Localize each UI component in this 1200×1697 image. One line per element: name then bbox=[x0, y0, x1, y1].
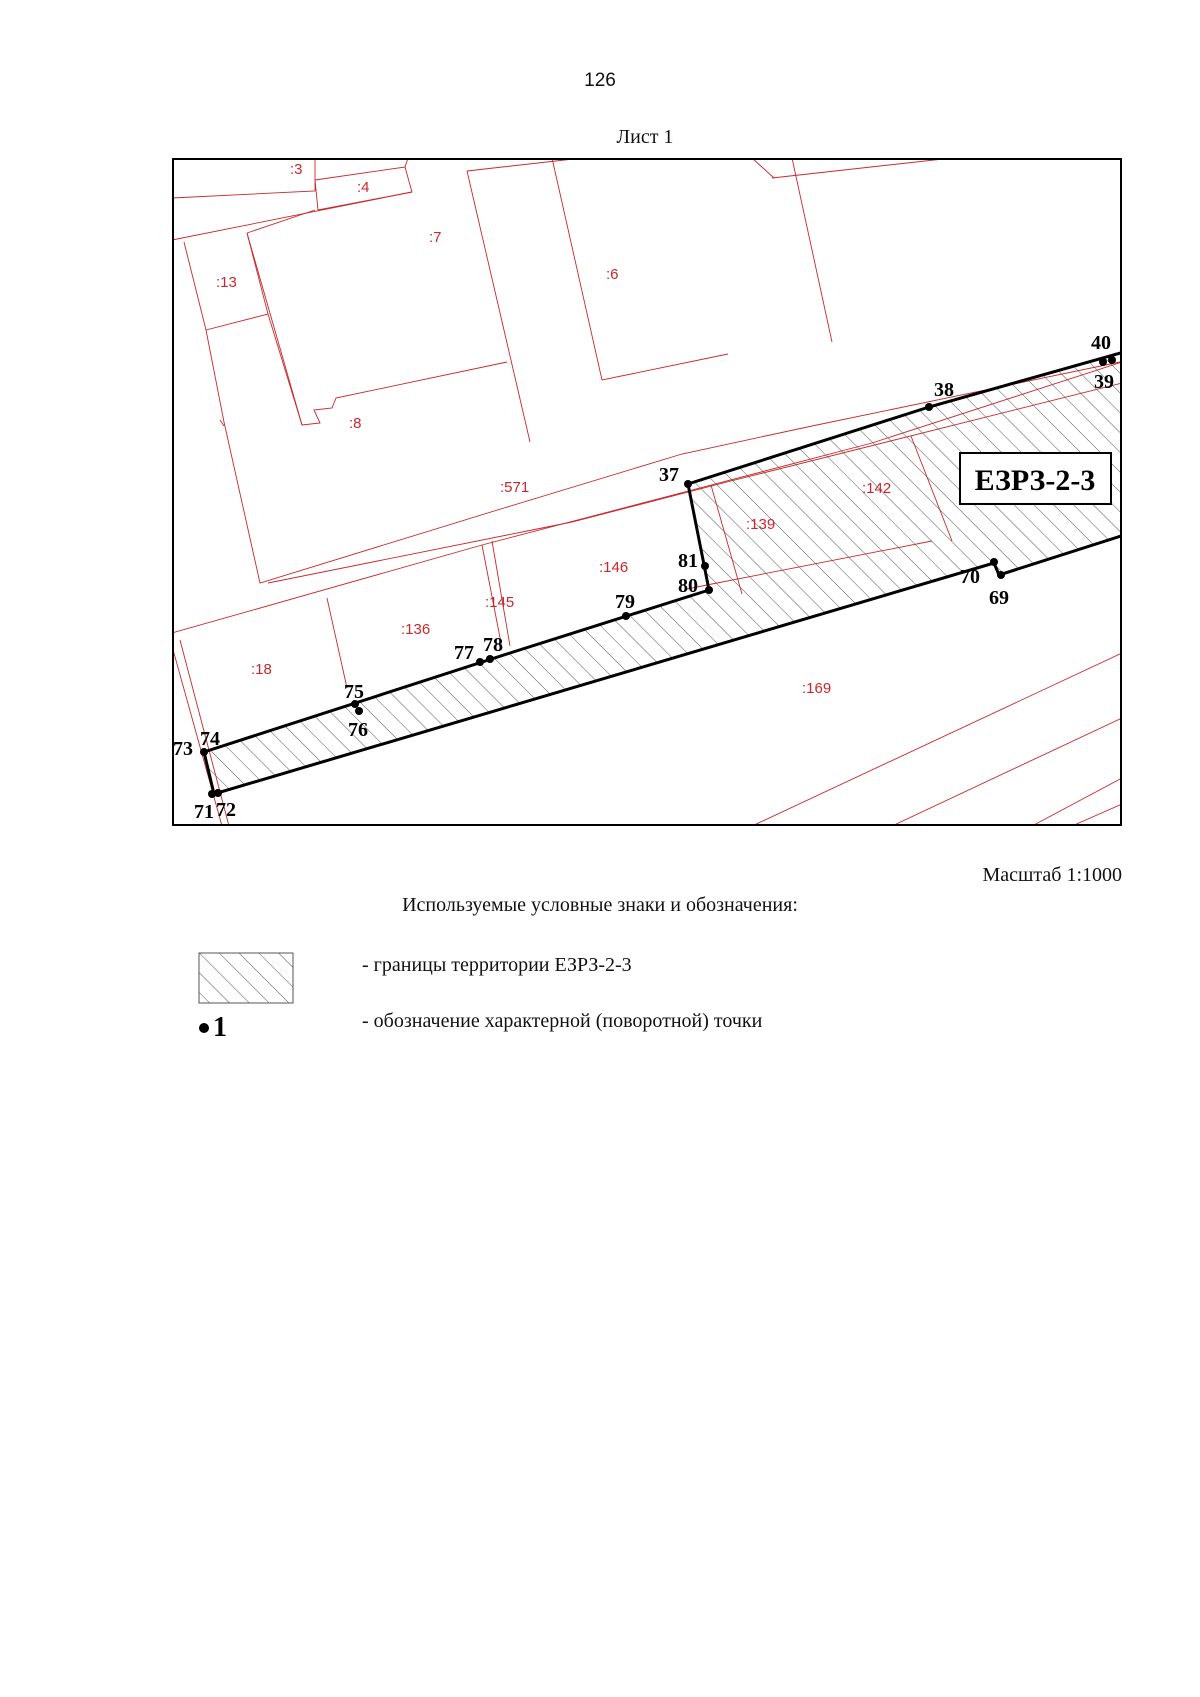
point-label-37: 37 bbox=[659, 464, 679, 486]
cadastral-map bbox=[172, 158, 1122, 826]
point-label-39: 39 bbox=[1094, 371, 1114, 393]
point-label-75: 75 bbox=[344, 681, 364, 703]
point-marker-69 bbox=[997, 571, 1005, 579]
parcel-label-145: :145 bbox=[485, 594, 515, 611]
scale-label: Масштаб 1:1000 bbox=[982, 864, 1122, 886]
parcel-label-169: :169 bbox=[802, 680, 832, 697]
point-label-40: 40 bbox=[1091, 332, 1111, 354]
parcel-label-146: :146 bbox=[599, 559, 629, 576]
parcel-label-4: :4 bbox=[357, 179, 370, 196]
point-marker-37 bbox=[684, 480, 692, 488]
point-label-70: 70 bbox=[960, 566, 980, 588]
point-marker-77 bbox=[476, 658, 484, 666]
point-label-38: 38 bbox=[934, 379, 954, 401]
parcel-label-571: :571 bbox=[500, 479, 530, 496]
parcel-label-139: :139 bbox=[746, 516, 776, 533]
legend-hatch-swatch bbox=[198, 952, 294, 1004]
legend-point-number: 1 bbox=[213, 1012, 227, 1040]
point-label-73: 73 bbox=[173, 738, 193, 760]
point-marker-72 bbox=[214, 789, 222, 797]
point-marker-81 bbox=[701, 562, 709, 570]
parcel-label-13: :13 bbox=[216, 274, 237, 291]
point-label-77: 77 bbox=[454, 642, 474, 664]
point-label-71: 71 bbox=[194, 801, 214, 823]
legend-hatch-label: - границы территории ЕЗРЗ-2-3 bbox=[362, 954, 632, 976]
parcel-label-142: :142 bbox=[862, 480, 892, 497]
point-label-80: 80 bbox=[678, 575, 698, 597]
point-marker-40 bbox=[1099, 358, 1107, 366]
point-label-69: 69 bbox=[989, 587, 1009, 609]
parcel-label-18: :18 bbox=[251, 661, 272, 678]
parcel-label-8: :8 bbox=[349, 415, 362, 432]
point-marker-70 bbox=[990, 558, 998, 566]
point-marker-38 bbox=[925, 403, 933, 411]
point-marker-80 bbox=[705, 586, 713, 594]
legend-point-label: - обозначение характерной (поворотной) точки bbox=[362, 1010, 763, 1032]
point-marker-39 bbox=[1108, 356, 1116, 364]
point-marker-76 bbox=[355, 707, 363, 715]
sheet-label: Лист 1 bbox=[616, 126, 674, 148]
page-number: 126 bbox=[584, 70, 616, 91]
point-label-72: 72 bbox=[216, 799, 236, 821]
legend-title: Используемые условные знаки и обозначения: bbox=[402, 894, 798, 916]
parcel-label-6: :6 bbox=[606, 266, 619, 283]
point-label-78: 78 bbox=[483, 634, 503, 656]
point-label-81: 81 bbox=[678, 550, 698, 572]
point-label-74: 74 bbox=[200, 728, 220, 750]
zone-label-box bbox=[960, 453, 1111, 504]
zone-label: ЕЗРЗ-2-3 bbox=[974, 464, 1096, 497]
point-marker-79 bbox=[622, 612, 630, 620]
point-label-76: 76 bbox=[348, 719, 368, 741]
legend-point-dot-icon bbox=[199, 1023, 209, 1033]
legend-point-symbol bbox=[197, 1006, 239, 1040]
point-marker-78 bbox=[486, 655, 494, 663]
parcel-label-136: :136 bbox=[401, 621, 431, 638]
point-label-79: 79 bbox=[615, 591, 635, 613]
parcel-label-3: :3 bbox=[290, 161, 303, 178]
parcel-label-7: :7 bbox=[429, 229, 442, 246]
